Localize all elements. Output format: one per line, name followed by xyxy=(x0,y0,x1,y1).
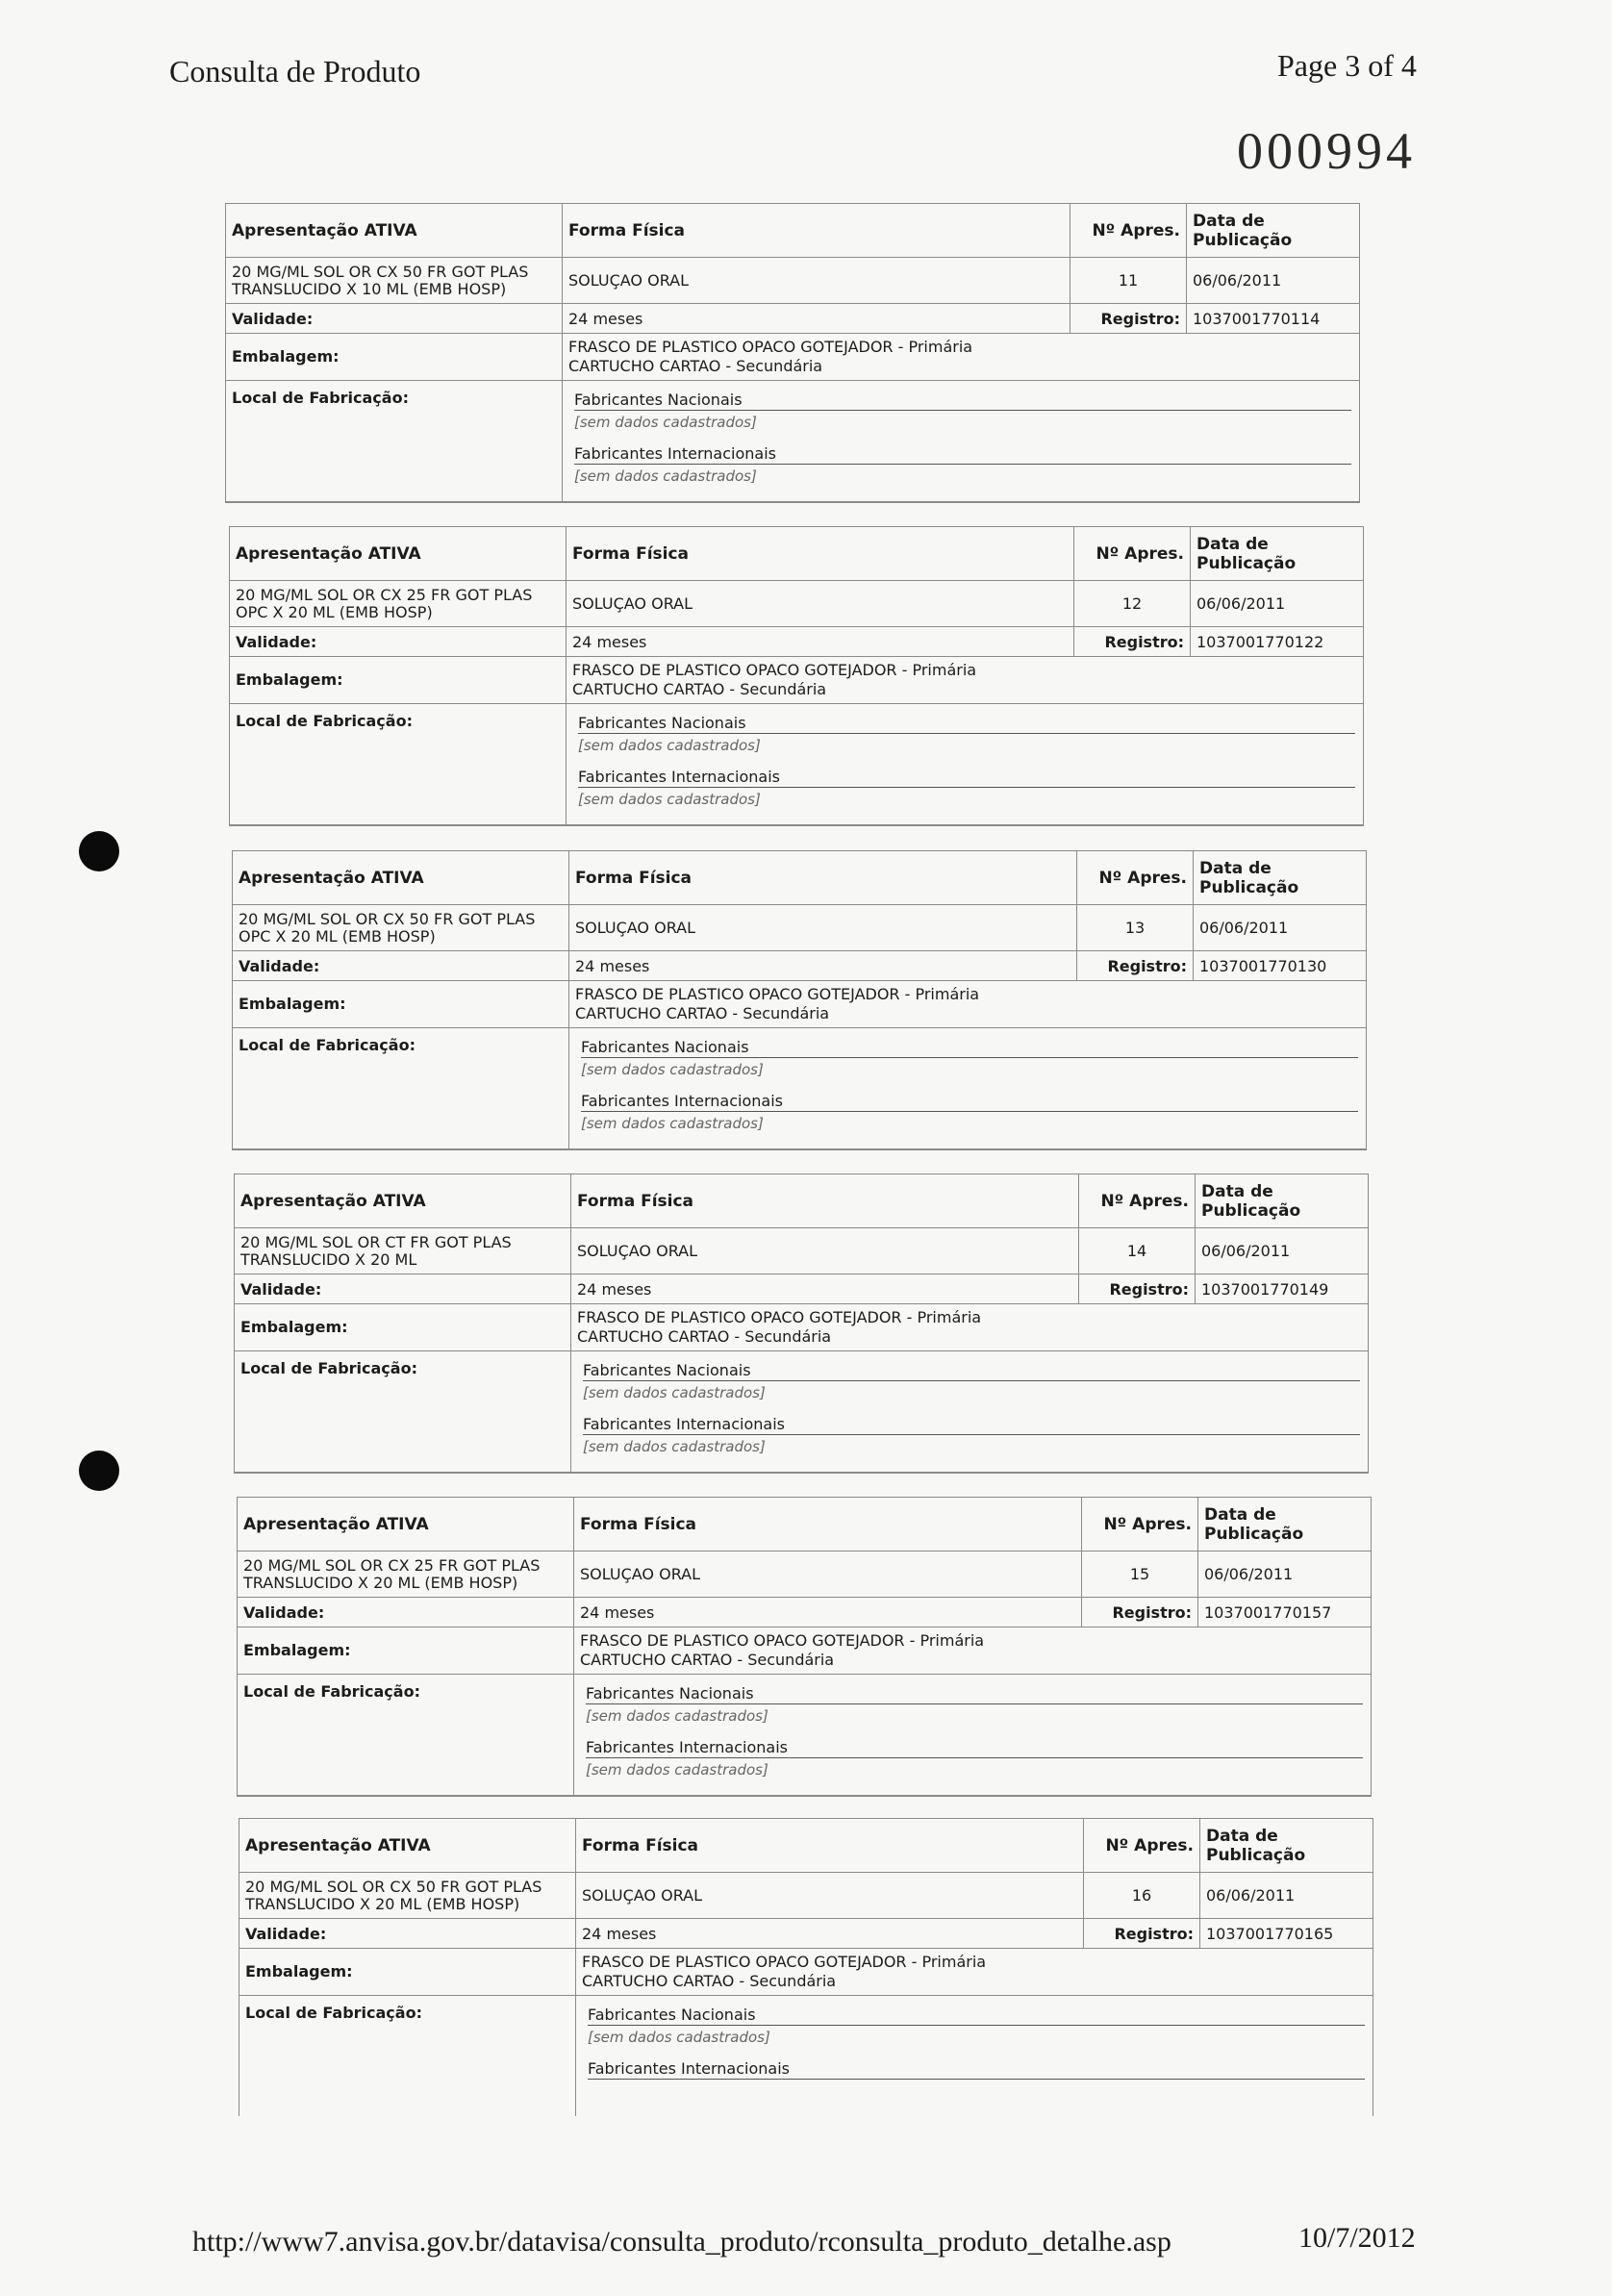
apresentacao-label: Apresentação ATIVA xyxy=(235,1174,571,1227)
table-header-row xyxy=(226,204,1359,258)
n-apres-label: Nº Apres. xyxy=(1070,204,1187,257)
data-publicacao-label xyxy=(1198,1498,1371,1551)
fabricantes-internacionais-heading: Fabricantes Internacionais xyxy=(583,1415,1360,1435)
local-fabricacao-label: Local de Fabricação: xyxy=(239,1996,576,2116)
n-apres-value: 16 xyxy=(1084,1873,1200,1918)
validade-value: 24 meses xyxy=(571,1274,1079,1303)
local-fabricacao-label: Local de Fabricação: xyxy=(235,1351,571,1472)
fabricantes-internacionais-empty: [sem dados cadastrados] xyxy=(574,467,757,485)
forma-fisica-label: Forma Física xyxy=(567,527,1074,580)
table-row xyxy=(230,581,1363,627)
apresentacao-label: Apresentação ATIVA xyxy=(238,1498,574,1551)
embalagem-label: Embalagem: xyxy=(233,981,569,1027)
n-apres-value: 15 xyxy=(1082,1552,1198,1597)
registro-label: Registro: xyxy=(1084,1919,1200,1948)
embalagem-label: Embalagem: xyxy=(230,657,567,703)
description-line1: 20 MG/ML SOL OR CX 50 FR GOT PLAS xyxy=(245,1877,542,1896)
apresentacao-label: Apresentação ATIVA xyxy=(239,1819,576,1872)
registro-label: Registro: xyxy=(1070,304,1187,333)
description-line1: 20 MG/ML SOL OR CX 25 FR GOT PLAS xyxy=(236,585,533,604)
n-apres-value: 13 xyxy=(1077,905,1194,950)
table-header-row xyxy=(233,851,1366,905)
n-apres-label: Nº Apres. xyxy=(1082,1498,1198,1551)
presentation-block xyxy=(239,1818,1373,2116)
validade-label: Validade: xyxy=(226,304,563,333)
embalagem-label: Embalagem: xyxy=(226,334,563,380)
presentation-block xyxy=(229,526,1364,826)
data-publicacao-label-line1: Data de xyxy=(1204,1504,1276,1525)
data-publicacao-value: 06/06/2011 xyxy=(1193,270,1282,290)
n-apres-label: Nº Apres. xyxy=(1074,527,1191,580)
local-fabricacao-label: Local de Fabricação: xyxy=(226,381,563,501)
validade-value: 24 meses xyxy=(576,1919,1084,1948)
n-apres-label: Nº Apres. xyxy=(1084,1819,1200,1872)
data-publicacao-value: 06/06/2011 xyxy=(1206,1885,1296,1905)
page-number: Page 3 of 4 xyxy=(1277,48,1417,83)
embalagem-value xyxy=(571,1304,1368,1350)
embalagem-row xyxy=(230,657,1363,704)
fabricantes-list xyxy=(563,381,1359,501)
data-publicacao-label-line2: Publicação xyxy=(1193,230,1293,250)
registro-value: 1037001770122 xyxy=(1196,632,1324,651)
registro-value: 1037001770165 xyxy=(1206,1924,1334,1943)
embalagem-primaria: FRASCO DE PLASTICO OPACO GOTEJADOR - Primária xyxy=(572,661,977,679)
fabricantes-nacionais-heading: Fabricantes Nacionais xyxy=(586,1684,1363,1704)
description-line2: TRANSLUCIDO X 20 ML (EMB HOSP) xyxy=(245,1894,520,1913)
registro-value: 1037001770157 xyxy=(1204,1602,1332,1622)
description-line1: 20 MG/ML SOL OR CX 50 FR GOT PLAS xyxy=(239,909,536,928)
embalagem-primaria: FRASCO DE PLASTICO OPACO GOTEJADOR - Primária xyxy=(582,1953,987,1971)
validade-label: Validade: xyxy=(230,627,567,656)
embalagem-label: Embalagem: xyxy=(239,1949,576,1995)
validade-row xyxy=(230,627,1363,657)
embalagem-secundaria: CARTUCHO CARTAO - Secundária xyxy=(577,1327,832,1346)
description-line2: TRANSLUCIDO X 20 ML (EMB HOSP) xyxy=(243,1573,518,1592)
data-publicacao-label-line1: Data de xyxy=(1199,858,1272,878)
presentation-description xyxy=(238,1552,574,1597)
validade-label: Validade: xyxy=(235,1274,571,1303)
fabricantes-internacionais-empty: [sem dados cadastrados] xyxy=(583,1438,766,1455)
fabricantes-nacionais-empty: [sem dados cadastrados] xyxy=(586,1707,768,1725)
table-header-row xyxy=(239,1819,1373,1873)
n-apres-value: 14 xyxy=(1079,1228,1196,1274)
description-line2: TRANSLUCIDO X 20 ML xyxy=(240,1249,417,1269)
fabricantes-internacionais-empty: [sem dados cadastrados] xyxy=(578,791,761,808)
local-fabricacao-row xyxy=(226,381,1359,502)
embalagem-value xyxy=(574,1627,1371,1674)
footer-date: 10/7/2012 xyxy=(1298,2222,1416,2254)
table-header-row xyxy=(230,527,1363,581)
embalagem-primaria: FRASCO DE PLASTICO OPACO GOTEJADOR - Primária xyxy=(568,338,973,356)
registro-label: Registro: xyxy=(1077,951,1194,980)
embalagem-value xyxy=(576,1949,1373,1995)
description-line2: OPC X 20 ML (EMB HOSP) xyxy=(236,602,433,621)
embalagem-row xyxy=(226,334,1359,381)
presentation-description xyxy=(239,1873,576,1918)
data-publicacao-label-line1: Data de xyxy=(1193,211,1265,231)
presentation-description xyxy=(230,581,567,626)
presentation-description xyxy=(235,1228,571,1274)
fabricantes-internacionais-heading: Fabricantes Internacionais xyxy=(586,1738,1363,1758)
n-apres-value: 11 xyxy=(1070,258,1187,303)
table-header-row xyxy=(235,1174,1368,1228)
n-apres-label: Nº Apres. xyxy=(1079,1174,1196,1227)
table-row xyxy=(226,258,1359,304)
fabricantes-internacionais-heading: Fabricantes Internacionais xyxy=(588,2059,1365,2080)
forma-fisica-label: Forma Física xyxy=(576,1819,1084,1872)
registro-value: 1037001770149 xyxy=(1201,1279,1329,1299)
local-fabricacao-row xyxy=(235,1351,1368,1473)
registro-value: 1037001770130 xyxy=(1199,956,1327,975)
registro-label: Registro: xyxy=(1082,1598,1198,1627)
registro-label: Registro: xyxy=(1074,627,1191,656)
data-publicacao-label-line2: Publicação xyxy=(1199,877,1299,897)
embalagem-primaria: FRASCO DE PLASTICO OPACO GOTEJADOR - Primária xyxy=(577,1308,982,1326)
data-publicacao-label-line2: Publicação xyxy=(1196,553,1297,573)
embalagem-value xyxy=(567,657,1363,703)
validade-value: 24 meses xyxy=(574,1598,1082,1627)
embalagem-label: Embalagem: xyxy=(235,1304,571,1350)
embalagem-secundaria: CARTUCHO CARTAO - Secundária xyxy=(568,357,823,375)
table-row xyxy=(235,1228,1368,1274)
fabricantes-nacionais-empty: [sem dados cadastrados] xyxy=(578,737,761,754)
forma-fisica-value: SOLUÇAO ORAL xyxy=(576,1873,1084,1918)
presentation-block xyxy=(234,1173,1369,1474)
description-line1: 20 MG/ML SOL OR CX 25 FR GOT PLAS xyxy=(243,1555,541,1575)
fabricantes-nacionais-heading: Fabricantes Nacionais xyxy=(574,391,1351,411)
local-fabricacao-label: Local de Fabricação: xyxy=(238,1675,574,1795)
validade-value: 24 meses xyxy=(563,304,1070,333)
fabricantes-list xyxy=(569,1028,1366,1148)
forma-fisica-label: Forma Física xyxy=(571,1174,1079,1227)
embalagem-row xyxy=(235,1304,1368,1351)
embalagem-row xyxy=(233,981,1366,1028)
fabricantes-internacionais-empty: [sem dados cadastrados] xyxy=(581,1115,764,1132)
data-publicacao-label xyxy=(1200,1819,1373,1872)
apresentacao-label: Apresentação ATIVA xyxy=(230,527,567,580)
fabricantes-nacionais-empty: [sem dados cadastrados] xyxy=(588,2029,770,2046)
embalagem-secundaria: CARTUCHO CARTAO - Secundária xyxy=(575,1004,830,1022)
data-publicacao-label-line1: Data de xyxy=(1201,1181,1273,1201)
forma-fisica-value: SOLUÇAO ORAL xyxy=(571,1228,1079,1274)
apresentacao-label: Apresentação ATIVA xyxy=(233,851,569,904)
punch-hole-icon xyxy=(79,831,119,871)
embalagem-primaria: FRASCO DE PLASTICO OPACO GOTEJADOR - Primária xyxy=(575,985,980,1003)
data-publicacao-label-line2: Publicação xyxy=(1201,1200,1301,1221)
apresentacao-label: Apresentação ATIVA xyxy=(226,204,563,257)
validade-row xyxy=(226,304,1359,334)
handwritten-stamp-number: 000994 xyxy=(1237,122,1416,180)
presentation-description xyxy=(226,258,563,303)
presentation-block xyxy=(232,850,1367,1150)
validade-value: 24 meses xyxy=(567,627,1074,656)
data-publicacao-label-line2: Publicação xyxy=(1206,1845,1306,1865)
description-line1: 20 MG/ML SOL OR CX 50 FR GOT PLAS xyxy=(232,262,529,281)
forma-fisica-value: SOLUÇAO ORAL xyxy=(569,905,1077,950)
validade-value: 24 meses xyxy=(569,951,1077,980)
n-apres-label: Nº Apres. xyxy=(1077,851,1194,904)
description-line1: 20 MG/ML SOL OR CT FR GOT PLAS xyxy=(240,1232,512,1251)
table-row xyxy=(233,905,1366,951)
fabricantes-list xyxy=(576,1996,1373,2116)
data-publicacao-label xyxy=(1187,204,1359,257)
data-publicacao-label xyxy=(1191,527,1363,580)
validade-row xyxy=(239,1919,1373,1949)
data-publicacao-label-line1: Data de xyxy=(1206,1826,1278,1846)
presentation-block xyxy=(225,203,1360,503)
forma-fisica-label: Forma Física xyxy=(574,1498,1082,1551)
fabricantes-list xyxy=(571,1351,1368,1472)
data-publicacao-label-line1: Data de xyxy=(1196,534,1269,554)
local-fabricacao-label: Local de Fabricação: xyxy=(233,1028,569,1148)
embalagem-row xyxy=(238,1627,1371,1675)
page-title: Consulta de Produto xyxy=(169,54,421,88)
validade-label: Validade: xyxy=(233,951,569,980)
fabricantes-nacionais-heading: Fabricantes Nacionais xyxy=(588,2006,1365,2026)
table-row xyxy=(238,1552,1371,1598)
n-apres-value: 12 xyxy=(1074,581,1191,626)
registro-value: 1037001770114 xyxy=(1193,309,1321,328)
description-line2: OPC X 20 ML (EMB HOSP) xyxy=(239,926,436,946)
validade-row xyxy=(233,951,1366,981)
registro-label: Registro: xyxy=(1079,1274,1196,1303)
fabricantes-internacionais-heading: Fabricantes Internacionais xyxy=(574,444,1351,465)
presentation-description xyxy=(233,905,569,950)
data-publicacao-value: 06/06/2011 xyxy=(1201,1241,1291,1260)
table-header-row xyxy=(238,1498,1371,1552)
fabricantes-nacionais-heading: Fabricantes Nacionais xyxy=(581,1038,1358,1058)
data-publicacao-value: 06/06/2011 xyxy=(1196,593,1286,613)
forma-fisica-value: SOLUÇAO ORAL xyxy=(574,1552,1082,1597)
data-publicacao-value: 06/06/2011 xyxy=(1199,918,1289,937)
fabricantes-list xyxy=(567,704,1363,824)
forma-fisica-label: Forma Física xyxy=(569,851,1077,904)
fabricantes-internacionais-heading: Fabricantes Internacionais xyxy=(581,1092,1358,1112)
forma-fisica-value: SOLUÇAO ORAL xyxy=(563,258,1070,303)
fabricantes-nacionais-empty: [sem dados cadastrados] xyxy=(583,1384,766,1401)
local-fabricacao-row xyxy=(238,1675,1371,1796)
table-row xyxy=(239,1873,1373,1919)
embalagem-secundaria: CARTUCHO CARTAO - Secundária xyxy=(572,680,827,698)
validade-label: Validade: xyxy=(239,1919,576,1948)
fabricantes-internacionais-empty: [sem dados cadastrados] xyxy=(586,1761,768,1779)
fabricantes-list xyxy=(574,1675,1371,1795)
data-publicacao-value: 06/06/2011 xyxy=(1204,1564,1294,1583)
footer-url[interactable]: http://www7.anvisa.gov.br/datavisa/consulta_produto/rconsulta_produto_detalhe.asp xyxy=(192,2226,1171,2258)
fabricantes-internacionais-heading: Fabricantes Internacionais xyxy=(578,768,1355,788)
validade-row xyxy=(238,1598,1371,1627)
embalagem-secundaria: CARTUCHO CARTAO - Secundária xyxy=(580,1651,835,1669)
data-publicacao-label xyxy=(1194,851,1366,904)
punch-hole-icon xyxy=(79,1451,119,1491)
embalagem-secundaria: CARTUCHO CARTAO - Secundária xyxy=(582,1972,837,1990)
data-publicacao-label xyxy=(1196,1174,1368,1227)
forma-fisica-label: Forma Física xyxy=(563,204,1070,257)
fabricantes-nacionais-empty: [sem dados cadastrados] xyxy=(581,1061,764,1078)
embalagem-primaria: FRASCO DE PLASTICO OPACO GOTEJADOR - Primária xyxy=(580,1631,985,1650)
embalagem-label: Embalagem: xyxy=(238,1627,574,1674)
embalagem-value xyxy=(563,334,1359,380)
fabricantes-nacionais-heading: Fabricantes Nacionais xyxy=(583,1361,1360,1381)
local-fabricacao-row xyxy=(230,704,1363,825)
forma-fisica-value: SOLUÇAO ORAL xyxy=(567,581,1074,626)
validade-row xyxy=(235,1274,1368,1304)
validade-label: Validade: xyxy=(238,1598,574,1627)
fabricantes-nacionais-empty: [sem dados cadastrados] xyxy=(574,414,757,431)
presentation-block xyxy=(237,1497,1372,1797)
local-fabricacao-row xyxy=(233,1028,1366,1149)
fabricantes-nacionais-heading: Fabricantes Nacionais xyxy=(578,714,1355,734)
data-publicacao-label-line2: Publicação xyxy=(1204,1524,1304,1544)
local-fabricacao-label: Local de Fabricação: xyxy=(230,704,567,824)
local-fabricacao-row xyxy=(239,1996,1373,2116)
description-line2: TRANSLUCIDO X 10 ML (EMB HOSP) xyxy=(232,279,507,298)
embalagem-value xyxy=(569,981,1366,1027)
embalagem-row xyxy=(239,1949,1373,1996)
